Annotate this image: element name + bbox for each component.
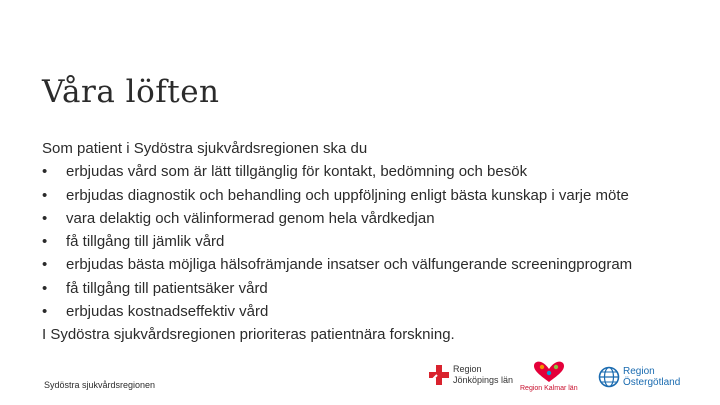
bullet-icon: • [42,163,48,181]
list-item [42,253,702,276]
bullet-icon: • [42,256,48,274]
list-item [42,230,702,253]
globe-icon [598,366,620,388]
heart-icon [532,360,566,384]
logo-text: Östergötland [623,377,681,388]
list-item [42,207,702,230]
list-item-text: erbjudas vård som är lätt tillgänglig för kontakt, bedömning och besök [66,163,528,181]
intro-text: Som patient i Sydöstra sjukvårdsregionen ska du [42,140,368,157]
region-ostergotland-logo [598,366,680,388]
list-item [42,184,702,207]
region-kalmar-logo [520,360,578,392]
bullet-icon: • [42,303,48,321]
logo-text: Region [623,366,655,377]
list-item-text: erbjudas kostnadseffektiv vård [66,303,269,321]
list-item-text: erbjudas bästa möjliga hälsofrämjande insatser och välfungerande screeningprogram [66,256,633,274]
bullet-icon: • [42,279,48,297]
bullet-icon: • [42,233,48,251]
list-item [42,160,702,183]
footer-text: Sydöstra sjukvårdsregionen [44,380,156,390]
region-jonkoping-logo [428,364,513,386]
list-item-text: vara delaktig och välinformerad genom hela vårdkedjan [66,209,435,227]
logo-text: Jönköpings län [453,375,514,385]
red-cross-icon [428,364,450,386]
list-item-text: få tillgång till jämlik vård [66,233,225,251]
bullet-icon: • [42,186,48,204]
logo-text: Region Kalmar län [520,385,578,392]
logo-strip [0,360,720,400]
bullet-icon: • [42,209,48,227]
logo-text: Region [453,364,482,374]
list-item-text: få tillgång till patientsäker vård [66,279,268,297]
slide-title: Våra löften [42,74,220,110]
list-item [42,277,702,300]
list-item [42,300,702,323]
list-item-text: erbjudas diagnostik och behandling och uppföljning enligt bästa kunskap i varje möte [66,186,629,204]
closing-text: I Sydöstra sjukvårdsregionen prioriteras patientnära forskning. [42,326,455,344]
slide-body [42,137,702,347]
